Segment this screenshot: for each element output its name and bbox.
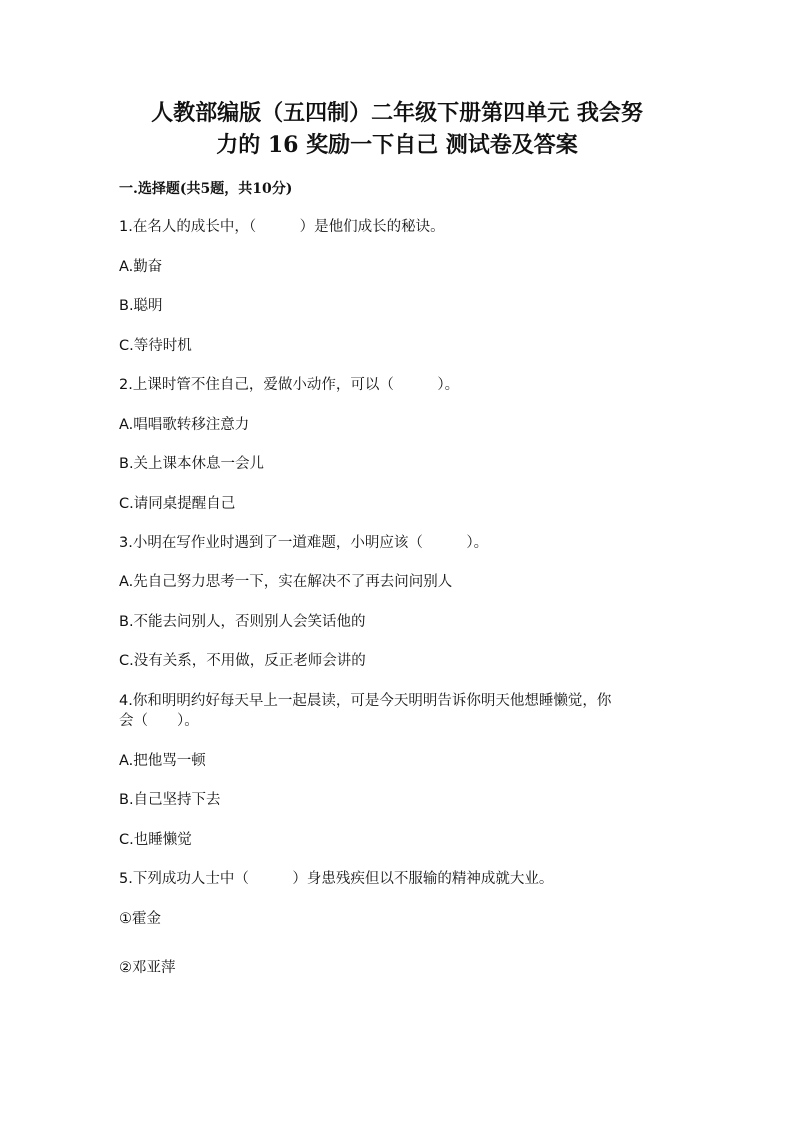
question-2-option-b: B.关上课本休息一会儿 (119, 456, 265, 472)
question-2-option-a: A.唱唱歌转移注意力 (119, 417, 250, 433)
question-5-option-2: ②邓亚萍 (119, 960, 176, 976)
question-1-option-a: A.勤奋 (119, 259, 163, 275)
question-1-option-c: C.等待时机 (119, 338, 192, 354)
question-3-option-b: B.不能去问别人，否则别人会笑话他的 (119, 614, 366, 630)
document-title-line-2: 力的 16 奖励一下自己 测试卷及答案 (216, 132, 578, 158)
question-4-stem-line-1: 4.你和明明约好每天早上一起晨读，可是今天明明告诉你明天他想睡懒觉，你 (119, 693, 612, 709)
question-4-stem-line-2: 会（ ）。 (119, 713, 199, 729)
question-3-option-a: A.先自己努力思考一下，实在解决不了再去问问别人 (119, 574, 453, 590)
question-4-option-b: B.自己坚持下去 (119, 792, 221, 808)
question-4-option-a: A.把他骂一顿 (119, 753, 206, 769)
question-3-option-c: C.没有关系，不用做，反正老师会讲的 (119, 653, 366, 669)
question-1-stem: 1.在名人的成长中，（ ）是他们成长的秘诀。 (119, 219, 445, 235)
question-4-option-c: C.也睡懒觉 (119, 832, 192, 848)
question-2-option-c: C.请同桌提醒自己 (119, 496, 236, 512)
question-1-option-b: B.聪明 (119, 298, 163, 314)
document-title-line-1: 人教部编版（五四制）二年级下册第四单元 我会努 (151, 100, 643, 126)
section-heading: 一.选择题(共5题，共10分) (119, 181, 293, 197)
question-5-stem: 5.下列成功人士中（ ）身患残疾但以不服输的精神成就大业。 (119, 871, 554, 887)
question-5-option-1: ①霍金 (119, 911, 161, 927)
question-2-stem: 2.上课时管不住自己，爱做小动作，可以（ ）。 (119, 377, 460, 393)
question-3-stem: 3.小明在写作业时遇到了一道难题，小明应该（ ）。 (119, 535, 489, 551)
